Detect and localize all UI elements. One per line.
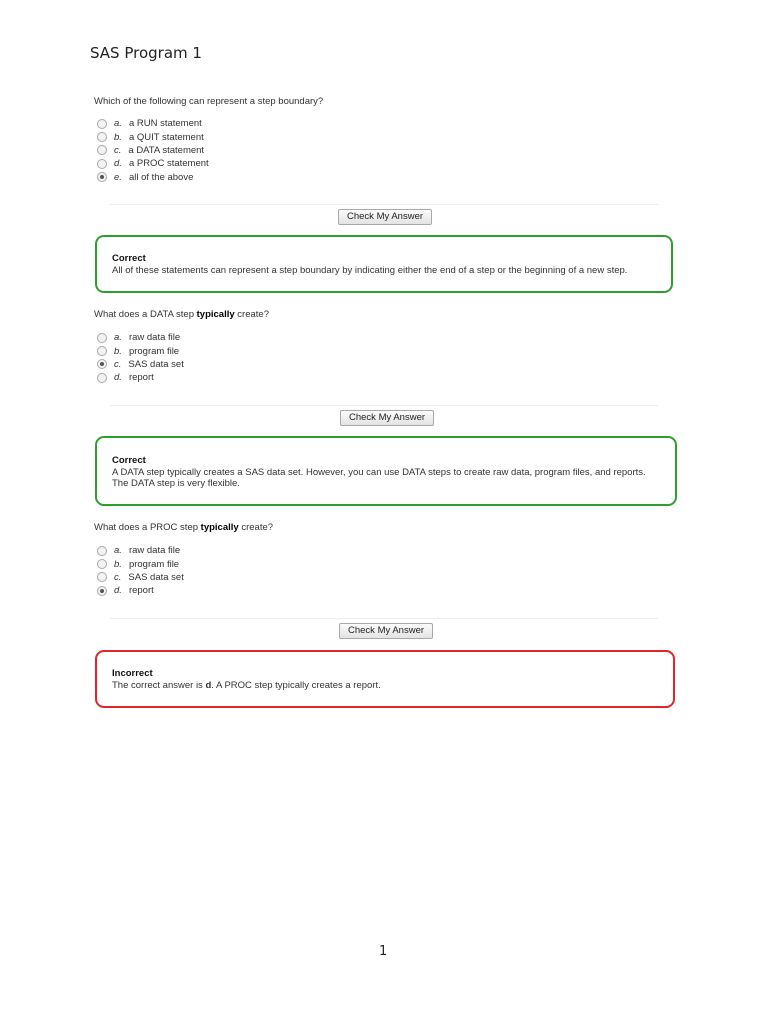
correct-answer-letter: d	[205, 679, 212, 691]
radio-button[interactable]	[97, 546, 107, 556]
question-3-option-b[interactable]	[97, 557, 184, 570]
radio-button[interactable]	[97, 373, 107, 383]
radio-button[interactable]	[97, 159, 107, 169]
option-text: report	[128, 585, 154, 597]
radio-button-selected[interactable]	[97, 359, 107, 369]
feedback-title: Correct	[112, 253, 146, 264]
question-2-prompt-text: What does a DATA step	[94, 309, 197, 320]
question-3-prompt-end: create?	[238, 522, 274, 533]
page-number: 1	[379, 944, 388, 959]
option-letter: b.	[114, 345, 122, 357]
divider	[110, 618, 658, 619]
feedback-text-end: . A PROC step typically creates a report.	[211, 679, 381, 691]
option-text: report	[128, 372, 154, 384]
radio-button[interactable]	[97, 333, 107, 343]
feedback-text-start: The correct answer is	[112, 679, 206, 691]
question-2-option-c[interactable]	[97, 358, 184, 371]
option-letter: d.	[114, 585, 122, 597]
question-3-feedback-incorrect	[95, 650, 675, 708]
option-letter: e.	[114, 171, 122, 183]
radio-button[interactable]	[97, 132, 107, 142]
question-2-feedback-correct	[95, 436, 677, 506]
option-letter: a.	[114, 545, 122, 557]
question-1-check-answer-button[interactable]: Check My Answer	[338, 209, 432, 225]
question-2-option-b[interactable]	[97, 344, 184, 357]
option-letter: b.	[114, 558, 122, 570]
question-3-prompt-text: What does a PROC step	[94, 522, 201, 533]
option-letter: c.	[114, 358, 122, 370]
feedback-title: Correct	[112, 455, 146, 466]
question-2-prompt	[94, 309, 269, 320]
question-1-prompt-text: Which of the following can represent a step boundary?	[94, 96, 324, 107]
option-text: program file	[128, 558, 180, 570]
option-text: a RUN statement	[128, 118, 202, 130]
radio-button[interactable]	[97, 145, 107, 155]
document-title: SAS Program 1	[90, 44, 202, 62]
question-2-prompt-emphasis: typically	[196, 309, 235, 320]
question-3-check-answer-button[interactable]: Check My Answer	[339, 623, 433, 639]
option-text: a DATA statement	[128, 144, 205, 156]
question-1-option-e[interactable]	[97, 171, 209, 184]
option-letter: c.	[114, 571, 122, 583]
option-text: all of the above	[128, 171, 194, 183]
question-1-option-b[interactable]	[97, 130, 209, 143]
question-3-options	[97, 544, 184, 598]
question-1-options	[97, 117, 209, 184]
question-1-option-a[interactable]	[97, 117, 209, 130]
option-letter: a.	[114, 118, 122, 130]
question-1-option-c[interactable]	[97, 144, 209, 157]
question-2-options	[97, 331, 184, 385]
option-text: a PROC statement	[128, 158, 209, 170]
divider	[110, 204, 658, 205]
radio-button-selected[interactable]	[97, 586, 107, 596]
option-text: raw data file	[128, 332, 181, 344]
feedback-title: Incorrect	[112, 668, 153, 679]
radio-button[interactable]	[97, 559, 107, 569]
option-text: a QUIT statement	[128, 131, 204, 143]
option-letter: b.	[114, 131, 122, 143]
feedback-text: A DATA step typically creates a SAS data set. However, you can use DATA steps to create raw data, program files, and reports.	[112, 466, 646, 478]
question-2-option-a[interactable]	[97, 331, 184, 344]
question-3-option-c[interactable]	[97, 571, 184, 584]
option-letter: d.	[114, 158, 122, 170]
feedback-text: All of these statements can represent a step boundary by indicating either the end of a step or the beginning of a new step.	[112, 264, 628, 276]
option-letter: d.	[114, 372, 122, 384]
question-3-prompt-emphasis: typically	[200, 522, 239, 533]
feedback-text	[112, 680, 658, 692]
question-1-feedback-correct	[95, 235, 673, 293]
question-2-option-d[interactable]	[97, 371, 184, 384]
question-3-prompt	[94, 522, 273, 533]
question-2-prompt-end: create?	[234, 309, 269, 320]
question-1-option-d[interactable]	[97, 157, 209, 170]
question-1-prompt	[94, 96, 323, 107]
radio-button-selected[interactable]	[97, 172, 107, 182]
radio-button[interactable]	[97, 119, 107, 129]
radio-button[interactable]	[97, 572, 107, 582]
option-text: SAS data set	[128, 571, 184, 583]
option-letter: a.	[114, 332, 122, 344]
option-text: SAS data set	[128, 358, 184, 370]
divider	[110, 405, 658, 406]
feedback-text-continued: The DATA step is very flexible.	[112, 478, 240, 489]
option-letter: c.	[114, 144, 122, 156]
question-2-check-answer-button[interactable]: Check My Answer	[340, 410, 434, 426]
radio-button[interactable]	[97, 346, 107, 356]
option-text: program file	[128, 345, 180, 357]
question-3-option-d[interactable]	[97, 584, 184, 597]
option-text: raw data file	[128, 545, 181, 557]
question-3-option-a[interactable]	[97, 544, 184, 557]
